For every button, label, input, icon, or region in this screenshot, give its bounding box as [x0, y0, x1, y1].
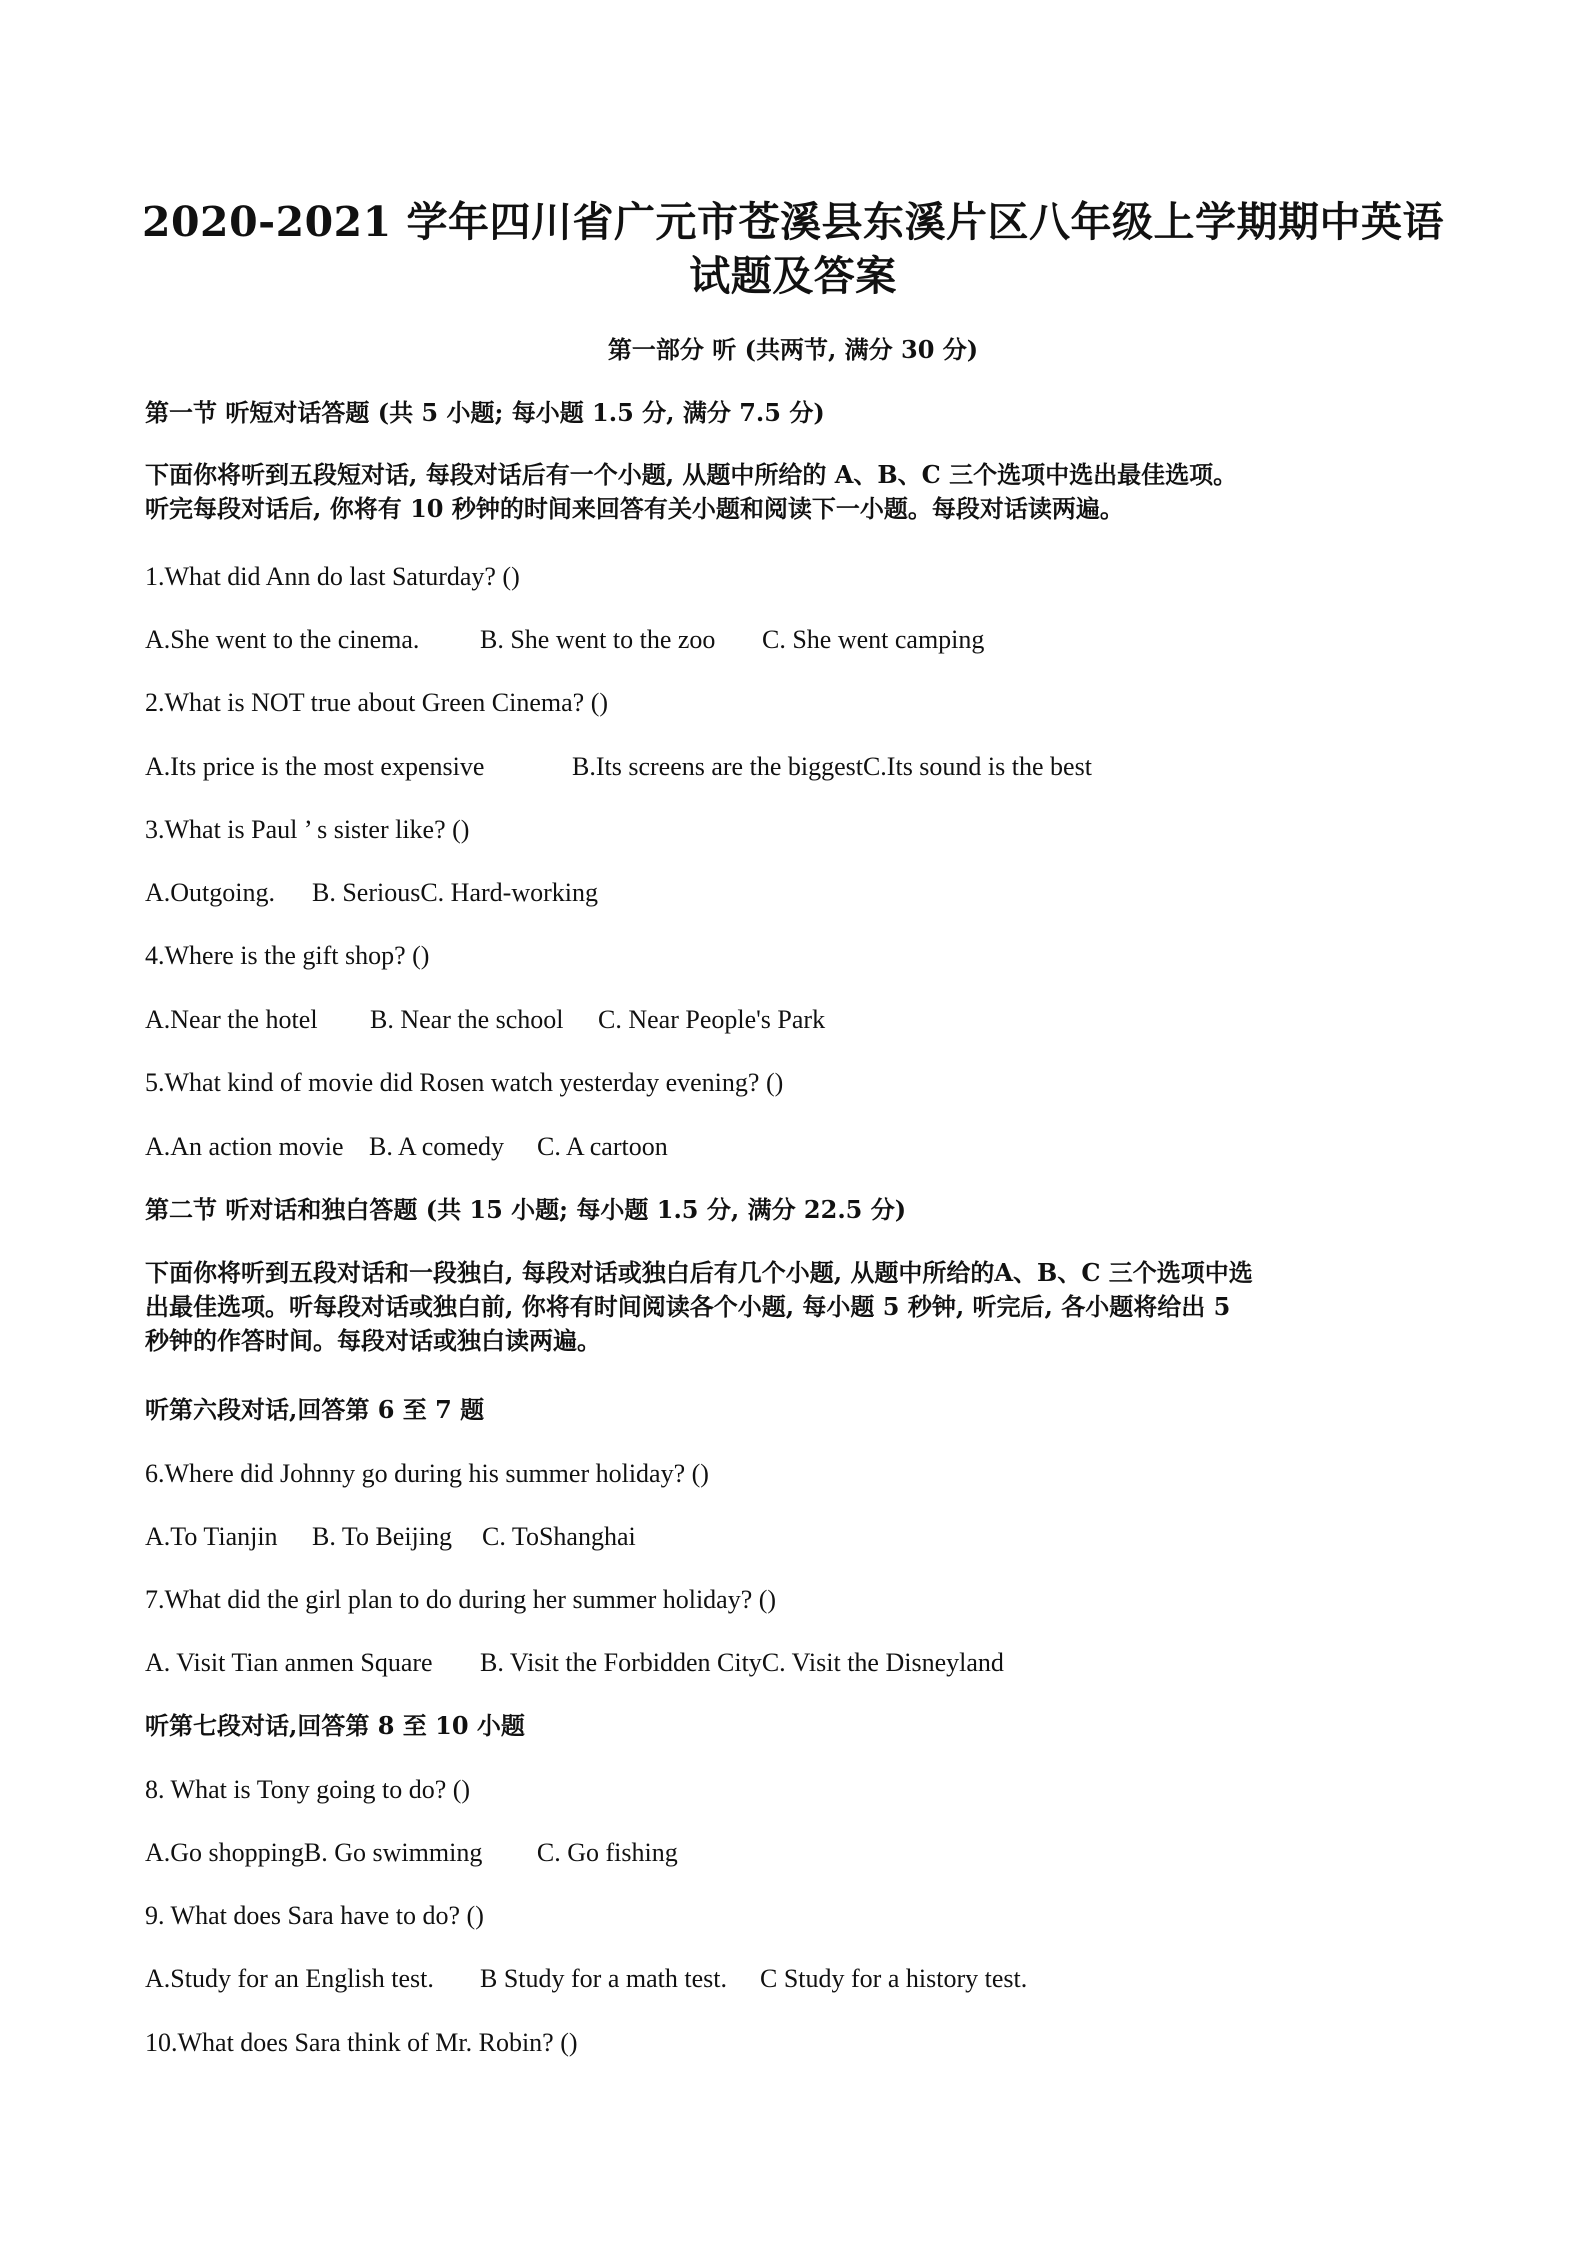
option-c: C. ToShanghai: [482, 1522, 636, 1551]
section-one-instructions: [145, 458, 1445, 526]
section-two-instructions: [145, 1256, 1445, 1358]
question-8-options: [145, 1836, 1445, 1870]
option-c: C. She went camping: [762, 625, 985, 654]
option-c: C. Near People's Park: [598, 1005, 826, 1034]
option-c: C. Visit the Disneyland: [761, 1648, 1004, 1677]
question-5-stem: 5.What kind of movie did Rosen watch yesterday evening? (): [145, 1068, 784, 1097]
option-c: C. Hard-working: [420, 878, 598, 907]
question-1-stem: 1.What did Ann do last Saturday? (): [145, 562, 520, 591]
instruction-line: 出最佳选项。听每段对话或独白前, 你将有时间阅读各个小题, 每小题 5 秒钟, 听完后, 各小题将给出 5: [145, 1292, 1231, 1321]
question-9-options: [145, 1962, 1445, 1996]
instruction-line: 秒钟的作答时间。每段对话或独白读两遍。: [145, 1326, 601, 1355]
instruction-line: 听完每段对话后, 你将有 10 秒钟的时间来回答有关小题和阅读下一小题。每段对话读两遍。: [145, 494, 1124, 523]
option-a: A.Study for an English test.: [145, 1964, 434, 1993]
option-b: B. Go swimming: [303, 1838, 483, 1867]
option-b: B. Visit the Forbidden City: [480, 1648, 762, 1677]
question-3-options: [145, 876, 1445, 910]
option-c: C. A cartoon: [537, 1132, 668, 1161]
question-3-stem: 3.What is Paul ’ s sister like? (): [145, 815, 470, 844]
option-b: B. To Beijing: [312, 1522, 452, 1551]
option-b: B. Near the school: [370, 1005, 564, 1034]
question-7-stem: 7.What did the girl plan to do during her summer holiday? (): [145, 1585, 777, 1614]
question-9-stem: 9. What does Sara have to do? (): [145, 1901, 484, 1930]
question-1-options: [145, 623, 1445, 657]
option-c: C. Go fishing: [536, 1838, 678, 1867]
question-10-stem: 10.What does Sara think of Mr. Robin? (): [145, 2028, 578, 2057]
question-2-options: [145, 750, 1445, 784]
option-a: A.Near the hotel: [145, 1005, 318, 1034]
question-4-options: [145, 1003, 1445, 1037]
instruction-line: 下面你将听到五段对话和一段独白, 每段对话或独白后有几个小题, 从题中所给的A、B、C 三个选项中选: [145, 1258, 1253, 1287]
question-6-options: [145, 1520, 1445, 1554]
option-b: B. A comedy: [369, 1132, 505, 1161]
question-8-stem: 8. What is Tony going to do? (): [145, 1775, 471, 1804]
question-2-stem: 2.What is NOT true about Green Cinema? (): [145, 688, 609, 717]
option-c: C.Its sound is the best: [862, 752, 1092, 781]
question-4-stem: 4.Where is the gift shop? (): [145, 941, 430, 970]
option-b: B. She went to the zoo: [480, 625, 716, 654]
question-5-options: [145, 1130, 1445, 1164]
question-7-options: [145, 1646, 1445, 1680]
option-b: B. Serious: [312, 878, 421, 907]
section-one-heading: 第一节 听短对话答题 (共 5 小题; 每小题 1.5 分, 满分 7.5 分): [145, 398, 825, 427]
option-c: C Study for a history test.: [760, 1964, 1028, 1993]
option-b: B Study for a math test.: [480, 1964, 727, 1993]
option-a: A.Its price is the most expensive: [145, 752, 485, 781]
section-two-heading: 第二节 听对话和独白答题 (共 15 小题; 每小题 1.5 分, 满分 22.5 分): [145, 1195, 907, 1224]
part-one-heading: 第一部分 听 (共两节, 满分 30 分): [607, 335, 979, 364]
document-title-line-1: 2020-2021 学年四川省广元市苍溪县东溪片区八年级上学期期中英语: [141, 198, 1444, 246]
dialogue-six-heading: 听第六段对话,回答第 6 至 7 题: [145, 1395, 485, 1424]
option-a: A.Go shopping: [145, 1838, 304, 1867]
option-a: A. Visit Tian anmen Square: [145, 1648, 433, 1677]
option-a: A.To Tianjin: [145, 1522, 278, 1551]
option-b: B.Its screens are the biggest: [572, 752, 863, 781]
option-a: A.She went to the cinema.: [145, 625, 420, 654]
option-a: A.Outgoing.: [145, 878, 275, 907]
dialogue-seven-heading: 听第七段对话,回答第 8 至 10 小题: [145, 1711, 525, 1740]
question-6-stem: 6.Where did Johnny go during his summer holiday? (): [145, 1459, 709, 1488]
document-title-line-2: 试题及答案: [689, 252, 897, 300]
option-a: A.An action movie: [145, 1132, 344, 1161]
instruction-line: 下面你将听到五段短对话, 每段对话后有一个小题, 从题中所给的 A、B、C 三个选项中选出最佳选项。: [145, 460, 1238, 489]
